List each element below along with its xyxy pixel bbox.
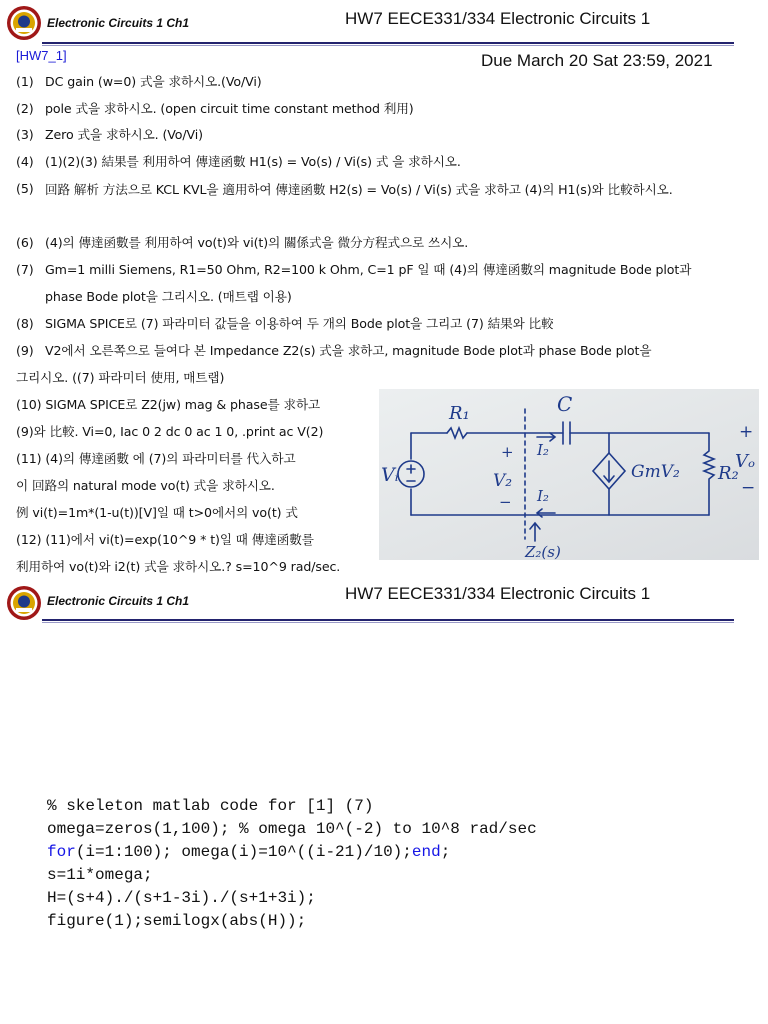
resistor-r2 [704, 433, 714, 515]
slide-title: HW7 EECE331/334 Electronic Circuits 1 [345, 9, 651, 28]
question-item [16, 181, 756, 227]
label-c: C [557, 392, 573, 416]
code-keyword: end [411, 843, 441, 861]
question-text: (4)의 傳達函數를 利用하여 vo(t)와 vi(t)의 關係式을 微分方程式으로 쓰시오. [45, 235, 469, 250]
label-plus-mid: + [501, 443, 514, 461]
label-gm-v2: GmV₂ [631, 462, 680, 482]
code-line [47, 864, 537, 887]
label-plus-out: + [739, 422, 754, 442]
header-rule-thin [42, 622, 734, 623]
course-brand: Electronic Circuits 1 Ch1 [47, 594, 190, 608]
question-number: (7) [16, 262, 34, 277]
code-text: H=(s+4)./(s+1-3i)./(s+1+3i); [47, 889, 316, 907]
question-number: (2) [16, 101, 34, 116]
capacitor-c [563, 422, 570, 444]
question-line: 利用하여 vo(t)와 i2(t) 式을 求하시오.? s=10^9 rad/sec. [16, 559, 341, 574]
circuit-diagram [379, 389, 759, 560]
question-text: Gm=1 milli Siemens, R1=50 Ohm, R2=100 k Ohm, C=1 pF 일 때 (4)의 傳達函數의 magnitude Bode plot과 [45, 262, 692, 277]
question-line: (11) (4)의 傳達函數 에 (7)의 파라미터를 代入하고 [16, 451, 296, 466]
question-text: pole 式을 求하시오. (open circuit time constant method 利用) [45, 101, 414, 116]
question-line: (9)와 比較. Vi=0, Iac 0 2 dc 0 ac 1 0, .print ac V(2) [16, 424, 324, 439]
circuit-photo [379, 389, 759, 560]
question-number: (8) [16, 316, 34, 331]
question-text: 回路 解析 方法으로 KCL KVL을 適用하여 傳達函數 H2(s) = Vo(s) / Vi(s) 式을 求하고 (4)의 H1(s)와 比較하시오. [45, 182, 673, 197]
question-number: (4) [16, 154, 34, 169]
label-vi: Vᵢ [381, 464, 399, 486]
question-text: V2에서 오른쪽으로 들여다 본 Impedance Z2(s) 式을 求하고, magnitude Bode plot과 phase Bode plot을 [45, 343, 652, 358]
university-seal-logo [6, 585, 42, 621]
code-text: omega=zeros(1,100); % omega 10^(-2) to 10^8 rad/sec [47, 820, 537, 838]
resistor-r1 [447, 428, 467, 438]
code-text: figure(1);semilogx(abs(H)); [47, 912, 307, 930]
question-number: (1) [16, 74, 34, 89]
university-seal-logo [6, 5, 42, 41]
question-number: (5) [16, 181, 34, 196]
question-number: (3) [16, 127, 34, 142]
code-line [47, 841, 537, 864]
label-r2: R₂ [718, 463, 739, 484]
question-line: 이 回路의 natural mode vo(t) 式을 求하시오. [16, 478, 275, 493]
code-text: % skeleton matlab code for [1] (7) [47, 797, 374, 815]
code-line [47, 887, 537, 910]
label-minus-mid: − [499, 493, 512, 511]
label-z2: Z₂(s) [525, 543, 561, 560]
question-line: 例 vi(t)=1m*(1-u(t))[V]일 때 t>0에서의 vo(t) 式 [16, 505, 298, 520]
label-v2: V₂ [493, 471, 513, 491]
header-rule [42, 42, 734, 44]
due-date: Due March 20 Sat 23:59, 2021 [481, 51, 713, 70]
question-number: (9) [16, 343, 34, 358]
label-i2-bottom: I₂ [537, 487, 549, 505]
label-vo: Vₒ [735, 451, 755, 472]
question-line: (12) (11)에서 vi(t)=exp(10^9 * t)일 때 傳達函數를 [16, 532, 314, 547]
code-text: s=1i*omega; [47, 866, 153, 884]
header-rule-thin [42, 45, 734, 46]
code-line [47, 818, 537, 841]
code-line [47, 795, 537, 818]
label-minus-out: − [741, 478, 756, 498]
course-brand: Electronic Circuits 1 Ch1 [47, 16, 190, 30]
homework-label: [HW7_1] [16, 48, 67, 63]
code-line [47, 910, 537, 933]
matlab-code-block [47, 795, 537, 933]
label-r1: R₁ [449, 403, 470, 424]
slide-title: HW7 EECE331/334 Electronic Circuits 1 [345, 584, 651, 603]
question-line: (10) SIGMA SPICE로 Z2(jw) mag & phase를 求하고 [16, 397, 321, 412]
code-text: ; [440, 843, 451, 861]
question-number: (6) [16, 235, 34, 250]
header-rule [42, 619, 734, 621]
question-continuation: phase Bode plot을 그리시오. (매트랩 이용) [45, 289, 292, 304]
code-text: (i=1:100); omega(i)=10^((i-21)/10); [75, 843, 412, 861]
label-i2-top: I₂ [537, 441, 549, 459]
question-text: Zero 式을 求하시오. (Vo/Vi) [45, 127, 203, 142]
code-keyword: for [47, 843, 76, 861]
question-text: (1)(2)(3) 結果를 利用하여 傳達函數 H1(s) = Vo(s) / Vi(s) 式 을 求하시오. [45, 154, 461, 169]
question-text: SIGMA SPICE로 (7) 파라미터 값들을 이용하여 두 개의 Bode plot을 그리고 (7) 結果와 比較 [45, 316, 554, 331]
question-text: DC gain (w=0) 式을 求하시오.(Vo/Vi) [45, 74, 262, 89]
question-continuation: 그리시오. ((7) 파라미터 使用, 매트랩) [16, 370, 225, 385]
